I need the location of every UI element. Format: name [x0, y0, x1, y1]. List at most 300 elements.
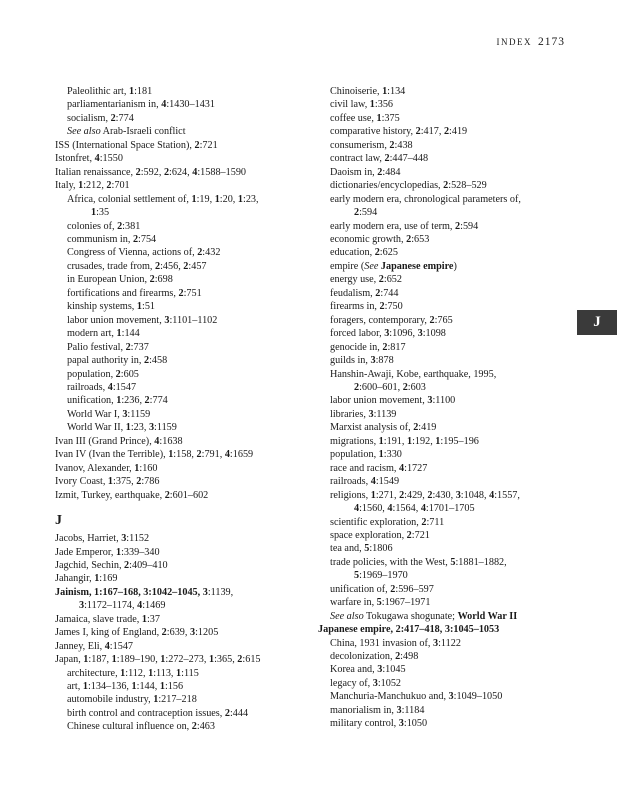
entry-text-run: automobile industry, [67, 694, 154, 706]
entry-text-run: :1967–1971 [381, 597, 431, 609]
entry-text-run: 5 [376, 597, 382, 609]
entry-text-run: 1 [136, 301, 142, 313]
entry-text-run: 1 [237, 193, 243, 205]
index-subentry [55, 314, 317, 327]
entry-text-run: 4 [107, 381, 113, 393]
entry-text-run: 2 [178, 287, 184, 299]
entry-text-run: Chinoiserie, [330, 86, 383, 97]
entry-text-run: 5 [450, 556, 456, 568]
index-subentry [318, 677, 580, 690]
entry-text-run: :592, [140, 166, 164, 178]
entry-text-run: military control, [330, 718, 399, 730]
index-subentry [318, 610, 580, 623]
index-subentry [318, 98, 580, 111]
entry-text-run: :751 [183, 287, 202, 299]
entry-text-run: :457 [188, 260, 207, 272]
index-subentry [55, 273, 317, 286]
entry-text-run: :721 [199, 139, 218, 151]
entry-text-run: 1 [214, 193, 220, 205]
index-subentry [55, 381, 317, 394]
entry-text-run: See also [67, 126, 101, 138]
index-subentry [318, 475, 580, 488]
entry-text-run: 3 [433, 637, 439, 649]
entry-text-run: Hanshin-Awaji, Kobe, earthquake, 1995, [330, 368, 497, 380]
index-subentry [318, 246, 580, 259]
entry-text-run: 3 [427, 395, 433, 407]
entry-text-run: :19, [196, 193, 215, 205]
entry-text-run: :721 [411, 529, 430, 541]
entry-text-run: :23, [130, 422, 149, 434]
index-entry [55, 139, 317, 152]
entry-text-run: 2 [136, 476, 142, 488]
entry-text-run: 2 [115, 368, 121, 380]
entry-text-run: decolonization, [330, 651, 396, 663]
running-header-word: INDEX [496, 37, 532, 47]
index-subentry [318, 341, 580, 354]
entry-text-run: communism in, [67, 233, 133, 245]
entry-text-run: :1159 [127, 408, 151, 420]
page-number: 2173 [538, 36, 565, 48]
entry-text-run: :1560, [359, 503, 388, 515]
entry-text-run: :112, [125, 667, 149, 679]
index-subentry [318, 233, 580, 246]
entry-text-run: :701 [111, 180, 130, 192]
entry-text-run: colonies of, [67, 220, 118, 232]
entry-text-run: 3 [368, 408, 374, 420]
entry-text-run: 2 [402, 381, 408, 393]
entry-text-run: papal authority in, [67, 355, 144, 367]
entry-text-run: population, [67, 368, 116, 380]
entry-text-run: 2 [421, 516, 427, 528]
entry-text-run: :1547 [112, 381, 137, 393]
entry-text-run: 1 [378, 435, 384, 447]
entry-text-run: railroads, [67, 381, 108, 393]
index-column-right [318, 85, 580, 731]
entry-text-run: Japanese empire, 2:417–418, 3:1045–1053 [318, 624, 500, 636]
entry-text-run: 5 [364, 543, 370, 555]
entry-text-run: 2 [196, 449, 202, 461]
entry-text-run: 2 [110, 112, 116, 124]
entry-text-run: Japanese empire [380, 260, 454, 272]
entry-text-run: architecture, [67, 667, 121, 679]
entry-text-run: 3 [417, 328, 423, 340]
entry-continuation-line [67, 599, 317, 612]
entry-text-run: 1 [128, 86, 135, 97]
index-entry [55, 435, 317, 448]
entry-text-run: 1 [116, 328, 122, 340]
entry-text-run: 1 [115, 546, 122, 558]
index-subentry [318, 556, 580, 583]
entry-text-run: Ivanov, Alexander, [55, 462, 135, 474]
entry-text-run: crusades, trade from, [67, 260, 155, 272]
entry-text-run: Palio festival, [67, 341, 126, 353]
index-subentry [55, 667, 317, 680]
entry-continuation-line [342, 206, 580, 219]
entry-text-run: :1172–1174, [84, 600, 138, 612]
index-subentry [318, 166, 580, 179]
index-subentry [318, 300, 580, 313]
entry-text-run: :1469 [142, 600, 166, 612]
index-subentry [55, 394, 317, 407]
entry-text-run: :51 [142, 301, 156, 313]
entry-text-run: 2 [455, 220, 461, 232]
entry-text-run: :774 [149, 395, 168, 407]
entry-text-run: 2 [427, 489, 433, 501]
index-subentry [55, 112, 317, 125]
entry-text-run: Istonfret, [55, 153, 95, 165]
entry-text-run: Jagchid, Sechin, [55, 559, 125, 571]
entry-text-run: Ivory Coast, [55, 476, 108, 488]
entry-text-run: :1050 [403, 718, 428, 730]
entry-text-run: in European Union, [67, 274, 150, 286]
entry-text-run: :191, [383, 435, 407, 447]
entry-text-run: 1 [94, 573, 100, 585]
entry-text-run: 3 [398, 718, 404, 730]
entry-text-run: World War II, [67, 422, 126, 434]
entry-text-run: :1101–1102 [169, 314, 218, 326]
entry-text-run: :134–136, [87, 681, 132, 693]
entry-text-run: :528–529 [448, 180, 487, 192]
entry-text-run: legacy of, [330, 677, 373, 689]
entry-text-run: :271, [375, 489, 400, 501]
entry-text-run: 2 [382, 341, 388, 353]
index-subentry [318, 529, 580, 542]
entry-text-run: 3 [148, 422, 155, 434]
index-subentry [318, 516, 580, 529]
entry-text-run: See also [330, 610, 364, 622]
entry-text-run: China, 1931 invasion of, [330, 637, 433, 649]
entry-text-run: 4 [154, 435, 160, 447]
entry-text-run: 1 [131, 681, 137, 693]
entry-text-run: :786 [141, 476, 160, 488]
entry-text-run: :156 [164, 681, 184, 693]
entry-continuation-line [342, 502, 580, 515]
index-subentry [318, 583, 580, 596]
entry-text-run: 4 [94, 153, 100, 165]
entry-text-run: :409–410 [129, 559, 168, 571]
index-entry [55, 653, 317, 666]
index-column-left [55, 85, 317, 734]
entry-text-run: :330 [383, 449, 402, 461]
index-subentry [318, 273, 580, 286]
entry-text-run: 2 [406, 233, 412, 245]
index-subentry [55, 220, 317, 233]
entry-text-run: 3 [455, 489, 461, 501]
entry-text-run: birth control and contraception issues, [67, 707, 225, 719]
entry-text-run: coffee use, [330, 112, 377, 124]
entry-text-run: 4 [192, 166, 198, 178]
entry-text-run: :698 [154, 274, 173, 286]
entry-text-run: :791, [201, 449, 225, 461]
entry-text-run: :23, [243, 193, 259, 205]
entry-text-run: 1 [435, 435, 441, 447]
entry-text-run: :711 [426, 516, 445, 528]
entry-text-run: :1557, [494, 489, 520, 501]
index-subentry [55, 354, 317, 367]
entry-text-run: art, [67, 681, 83, 693]
entry-text-run: 1 [91, 207, 97, 219]
entry-text-run: Paleolithic art, [67, 86, 129, 97]
index-entry [55, 462, 317, 475]
entry-text-run: 2 [144, 395, 150, 407]
index-subentry [55, 421, 317, 434]
entry-text-run: unification, [67, 395, 117, 407]
entry-text-run: population, [330, 449, 379, 461]
entry-text-run: :1139 [373, 408, 397, 420]
entry-text-run: :381 [122, 220, 141, 232]
entry-text-run: :417, [420, 126, 444, 138]
entry-text-run: consumerism, [330, 139, 390, 151]
entry-text-run: 2 [191, 721, 197, 733]
index-subentry [318, 637, 580, 650]
entry-text-run: 5 [354, 570, 360, 582]
entry-text-run: 2 [117, 220, 123, 232]
entry-text-run: :1045 [382, 664, 406, 676]
index-entry [55, 166, 317, 179]
entry-text-run: 3 [202, 586, 208, 598]
index-subentry [318, 139, 580, 152]
entry-text-run: 3 [396, 704, 402, 716]
entry-text-run: :375 [381, 112, 400, 124]
entry-text-run: :1564, [392, 503, 421, 515]
entry-text-run: Africa, colonial settlement of, [67, 193, 192, 205]
index-entry [55, 475, 317, 488]
entry-text-run: Korea and, [330, 664, 378, 676]
entry-text-run: :624, [169, 166, 193, 178]
entry-text-run: :1139, [207, 586, 234, 598]
entry-text-run: 2 [413, 422, 419, 434]
entry-text-run: libraries, [330, 408, 369, 420]
entry-text-run: Daoism in, [330, 166, 378, 178]
entry-text-run: fortifications and firearms, [67, 287, 179, 299]
letter-heading: J [55, 513, 62, 529]
entry-text-run: 1 [369, 99, 375, 111]
entry-text-run: 2 [154, 260, 161, 272]
index-subentry [318, 327, 580, 340]
index-entry [55, 179, 317, 192]
entry-text-run: :356 [374, 99, 394, 111]
entry-text-run: :603 [407, 381, 426, 393]
entry-text-run: firearms in, [330, 301, 380, 313]
entry-text-run: kinship systems, [67, 301, 137, 313]
entry-text-run: migrations, [330, 435, 379, 447]
index-subentry [55, 300, 317, 313]
index-subentry [55, 720, 317, 733]
entry-text-run: ) [453, 260, 457, 272]
entry-text-run: 1 [382, 86, 388, 97]
index-subentry [55, 85, 317, 98]
entry-text-run: 2 [224, 707, 230, 719]
index-subentry [318, 394, 580, 407]
index-subentry [55, 246, 317, 259]
entry-text-run: :419 [418, 422, 437, 434]
entry-text-run: feudalism, [330, 287, 376, 299]
entry-text-run: :1049–1050 [453, 691, 503, 703]
entry-text-run: :484 [382, 166, 401, 178]
entry-text-run: 1 [134, 462, 140, 474]
entry-text-run: Manchuria-Manchukuo and, [330, 691, 449, 703]
index-subentry [55, 98, 317, 111]
entry-text-run: :187, [88, 654, 112, 666]
index-subentry [55, 368, 317, 381]
entry-text-run: :750 [384, 301, 403, 313]
entry-text-run: :1152 [126, 533, 150, 545]
entry-text-run: Izmit, Turkey, earthquake, [55, 489, 165, 501]
index-entry [55, 448, 317, 461]
entry-text-run: :1881–1882, [455, 556, 507, 568]
entry-text-run: Congress of Vienna, actions of, [67, 247, 198, 259]
entry-text-run: 2 [390, 583, 396, 595]
index-subentry [55, 193, 317, 220]
entry-text-run: 2 [399, 489, 405, 501]
entry-text-run: labor union movement, [67, 314, 165, 326]
entry-text-run: 3 [372, 677, 378, 689]
entry-text-run: 2 [163, 166, 170, 178]
entry-text-run: foragers, contemporary, [330, 314, 430, 326]
entry-text-run: comparative history, [330, 126, 416, 138]
entry-text-run: :181 [134, 86, 153, 97]
entry-text-run: 1 [83, 654, 89, 666]
entry-text-run: 4 [399, 462, 405, 474]
entry-text-run: 2 [406, 529, 412, 541]
index-subentry [55, 287, 317, 300]
entry-text-run: 4 [104, 640, 110, 652]
entry-text-run: Jamaica, slave trade, [55, 613, 142, 625]
entry-text-run: warfare in, [330, 597, 377, 609]
index-subentry [55, 707, 317, 720]
entry-text-run: 2 [415, 126, 421, 138]
index-subentry [55, 260, 317, 273]
entry-text-run: :365, [214, 654, 238, 666]
entry-text-run: :744 [380, 287, 399, 299]
index-subentry [318, 663, 580, 676]
entry-text-run: education, [330, 247, 375, 259]
entry-text-run: 4 [387, 503, 393, 515]
entry-text-run: :1806 [369, 543, 393, 555]
entry-text-run: modern art, [67, 328, 117, 340]
entry-text-run: Italy, [55, 180, 79, 192]
entry-text-run: trade policies, with the West, [330, 556, 451, 568]
entry-text-run: :438 [394, 139, 413, 151]
entry-text-run: energy use, [330, 274, 379, 286]
index-entry [55, 489, 317, 502]
entry-text-run: 1 [370, 489, 376, 501]
index-subentry [55, 408, 317, 421]
entry-text-run: 4 [489, 489, 495, 501]
entry-text-run: :615 [242, 654, 261, 666]
entry-text-run: 1 [82, 681, 88, 693]
entry-text-run: Arab-Israeli conflict [100, 126, 186, 138]
entry-text-run: 2 [443, 126, 450, 138]
index-subentry [55, 693, 317, 706]
index-subentry [318, 717, 580, 730]
entry-text-run: Italian renaissance, [55, 166, 136, 178]
entry-text-run: Jainism, 1:167–168, 3:1042–1045, [55, 586, 203, 598]
entry-text-run: 2 [135, 166, 141, 178]
index-subentry [318, 542, 580, 555]
entry-text-run: :20, [219, 193, 238, 205]
entry-text-run: 4 [224, 449, 230, 461]
entry-text-run: guilds in, [330, 355, 371, 367]
entry-text-run: 2 [443, 180, 449, 192]
index-subentry [318, 193, 580, 220]
entry-text-run: religions, [330, 489, 371, 501]
entry-text-run: :169 [99, 573, 118, 585]
entry-text-run: Japan, [55, 654, 84, 666]
entry-text-run: 1 [125, 422, 131, 434]
entry-text-run: dictionaries/encyclopedias, [330, 180, 444, 192]
entry-text-run: :1701–1705 [425, 503, 475, 515]
entry-text-run: unification of, [330, 583, 391, 595]
entry-text-run: 3 [164, 314, 170, 326]
entry-text-run: :639, [166, 627, 190, 639]
index-subentry [318, 287, 580, 300]
entry-text-run: 3 [79, 600, 85, 612]
entry-text-run: :1096, [389, 328, 418, 340]
entry-text-run: 3 [122, 408, 128, 420]
entry-text-run: 1 [120, 667, 126, 679]
entry-text-run: :115 [181, 667, 199, 679]
entry-text-run: :217–218 [158, 694, 197, 706]
index-entry [55, 152, 317, 165]
entry-text-run: 1 [107, 476, 114, 488]
entry-text-run: 3 [121, 533, 127, 545]
entry-text-run: :600–601, [359, 381, 403, 393]
entry-text-run: :447–448 [389, 153, 429, 165]
entry-text-run: 3 [370, 355, 376, 367]
entry-text-run: 1 [191, 193, 197, 205]
entry-text-run: 2 [132, 233, 139, 245]
entry-text-run: railroads, [330, 476, 371, 488]
entry-text-run: :458 [149, 355, 168, 367]
entry-text-run: :113, [153, 667, 177, 679]
entry-text-run: :1969–1970 [359, 570, 408, 582]
entry-text-run: 1 [148, 667, 154, 679]
entry-text-run: :737 [130, 341, 149, 353]
index-subentry [318, 260, 580, 273]
index-subentry [55, 680, 317, 693]
entry-text-run: :35 [96, 207, 110, 219]
entry-text-run: empire ( [330, 260, 365, 272]
entry-text-run: World War II [457, 610, 518, 622]
index-subentry [318, 179, 580, 192]
entry-text-run: :601–602 [169, 489, 209, 501]
entry-text-run: 1 [168, 449, 174, 461]
entry-text-run: World War I, [67, 408, 123, 420]
entry-text-run: Ivan IV (Ivan the Terrible), [55, 449, 169, 461]
entry-text-run: 4 [420, 503, 426, 515]
entry-text-run: :498 [400, 651, 419, 663]
index-subentry [318, 462, 580, 475]
entry-text-run: :195–196 [440, 435, 479, 447]
entry-text-run: 4 [137, 600, 143, 612]
index-subentry [55, 327, 317, 340]
entry-text-run: :189–190, [116, 654, 161, 666]
entry-text-run: 1 [78, 180, 84, 192]
letter-thumb-tab: J [577, 310, 617, 335]
entry-text-run: labor union movement, [330, 395, 428, 407]
entry-text-run: :817 [387, 341, 406, 353]
entry-text-run: 2 [237, 654, 243, 666]
entry-text-run: :1549 [375, 476, 400, 488]
entry-text-run: 2 [395, 651, 401, 663]
index-subentry [318, 220, 580, 233]
entry-text-run: 2 [125, 341, 131, 353]
entry-text-run: contract law, [330, 153, 385, 165]
entry-text-run: :144 [121, 328, 140, 340]
entry-text-run: :430, [432, 489, 456, 501]
entry-text-run: :1048, [460, 489, 490, 501]
